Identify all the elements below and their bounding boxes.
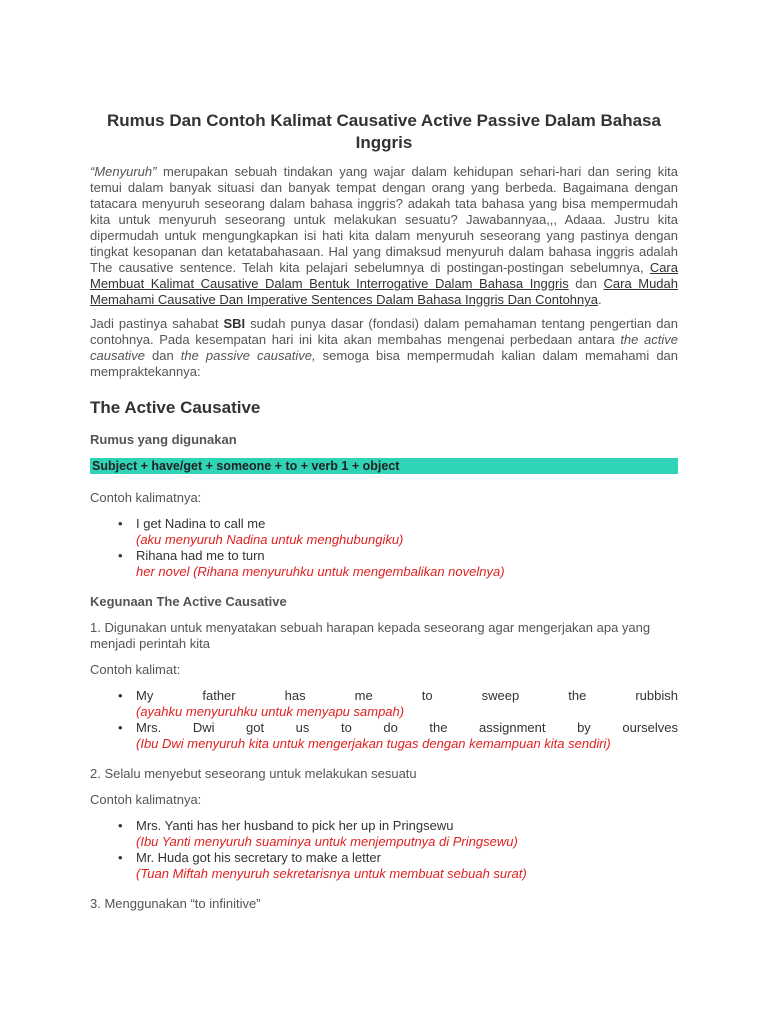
para2-text-d: semoga bisa mempermudah kalian dalam memahami dan mempraktekannya: bbox=[90, 348, 679, 379]
article-body bbox=[90, 110, 678, 922]
kegunaan-point-3: 3. Menggunakan “to infinitive” bbox=[90, 896, 261, 911]
example-english: Mr. Huda got his secretary to make a letter bbox=[136, 850, 381, 865]
formula-highlight: Subject + have/get + someone + to + verb 1 + object bbox=[90, 458, 678, 474]
intro-end: . bbox=[597, 292, 602, 307]
intro-text: merupakan sebuah tindakan yang wajar dalam kehidupan sehari-hari dan sering kita temui dalam banyak situasi dan banyak tempat dengan orang yang berbeda. Bagaimana dengan tatacara menyuruh seseorang dalam bahasa inggris? adakah tata bahasa yang bisa mempermudah kita untuk menyuruh seseorang untuk melakukan sesuatu? Jawabannyaa,,, Adaaa. Justru kita dipermudah untuk mengungkapkan isi hati kita dalam menyuruh seseorang yang pastinya dengan tingkat kesopanan dan ketatabahasaan. Hal yang dimaksud menyuruh dalam bahasa inggris adalah The causative sentence. Telah kita pelajari sebelumnya di postingan-postingan sebelumnya, bbox=[90, 164, 678, 275]
active-examples-list bbox=[90, 516, 678, 580]
intro-paragraph bbox=[90, 164, 678, 308]
kegunaan-examples-list-2 bbox=[90, 818, 678, 882]
example-english: • Mrs. Dwi got us to do the assignment by ourselves bbox=[136, 720, 678, 735]
example-english: Mrs. Yanti has her husband to pick her up in Pringsewu bbox=[136, 818, 454, 833]
para2-text-a: Jadi pastinya sahabat bbox=[90, 316, 224, 331]
section-heading-active-causative: The Active Causative bbox=[90, 398, 261, 417]
contoh-label: Contoh kalimatnya: bbox=[90, 490, 202, 505]
list-item bbox=[136, 818, 678, 850]
example-english: • My father has me to sweep the rubbish bbox=[136, 688, 678, 703]
kegunaan-heading: Kegunaan The Active Causative bbox=[90, 594, 287, 609]
kegunaan-point-2: 2. Selalu menyebut seseorang untuk melakukan sesuatu bbox=[90, 766, 417, 781]
para2-text-c: dan bbox=[144, 348, 181, 363]
example-translation: (Ibu Yanti menyuruh suaminya untuk menjemputnya di Pringsewu) bbox=[136, 834, 518, 849]
list-item bbox=[136, 850, 678, 882]
link-causative-imperative[interactable]: Cara Mudah Memahami Causative Dan Imperative Sentences Dalam Bahasa Inggris Dan Contohnya bbox=[90, 276, 678, 307]
contoh-kalimat-label: Contoh kalimat: bbox=[90, 662, 181, 677]
passive-causative-term: the passive causative, bbox=[180, 348, 316, 363]
example-translation: (Tuan Miftah menyuruh sekretarisnya untuk membuat sebuah surat) bbox=[136, 866, 527, 881]
example-translation: (Ibu Dwi menyuruh kita untuk mengerjakan tugas dengan kemampuan kita sendiri) bbox=[136, 736, 611, 751]
intro-dan: dan bbox=[568, 276, 604, 291]
example-english: I get Nadina to call me bbox=[136, 516, 266, 531]
link-causative-interrogative[interactable]: Cara Membuat Kalimat Causative Dalam Bentuk Interrogative Dalam Bahasa Inggris bbox=[90, 260, 678, 291]
example-english: Rihana had me to turn bbox=[136, 548, 265, 563]
active-causative-term: the active causative bbox=[90, 332, 678, 363]
list-item bbox=[136, 516, 678, 548]
example-translation: (aku menyuruh Nadina untuk menghubungiku) bbox=[136, 532, 404, 547]
example-translation: her novel (Rihana menyuruhku untuk mengembalikan novelnya) bbox=[136, 564, 505, 579]
article-title: Rumus Dan Contoh Kalimat Causative Active Passive Dalam Bahasa Inggris bbox=[107, 111, 661, 152]
rumus-label: Rumus yang digunakan bbox=[90, 432, 237, 447]
sbi-label: SBI bbox=[223, 316, 246, 331]
example-translation: (ayahku menyuruhku untuk menyapu sampah) bbox=[136, 704, 405, 719]
para2-text-b: sudah punya dasar (fondasi) dalam pemahaman tentang pengertian dan contohnya. Pada kesempatan hari ini kita akan membahas mengenai perbedaan antara bbox=[90, 316, 678, 347]
kegunaan-examples-list-1 bbox=[90, 688, 678, 752]
list-item bbox=[136, 720, 678, 752]
list-item bbox=[136, 688, 678, 720]
list-item bbox=[136, 548, 678, 580]
contoh-kalimatnya-label: Contoh kalimatnya: bbox=[90, 792, 202, 807]
menyuruh-term: “Menyuruh” bbox=[90, 164, 157, 179]
kegunaan-point-1: 1. Digunakan untuk menyatakan sebuah harapan kepada seseorang agar mengerjakan apa yang menjadi perintah kita bbox=[90, 620, 651, 651]
second-paragraph bbox=[90, 316, 678, 380]
